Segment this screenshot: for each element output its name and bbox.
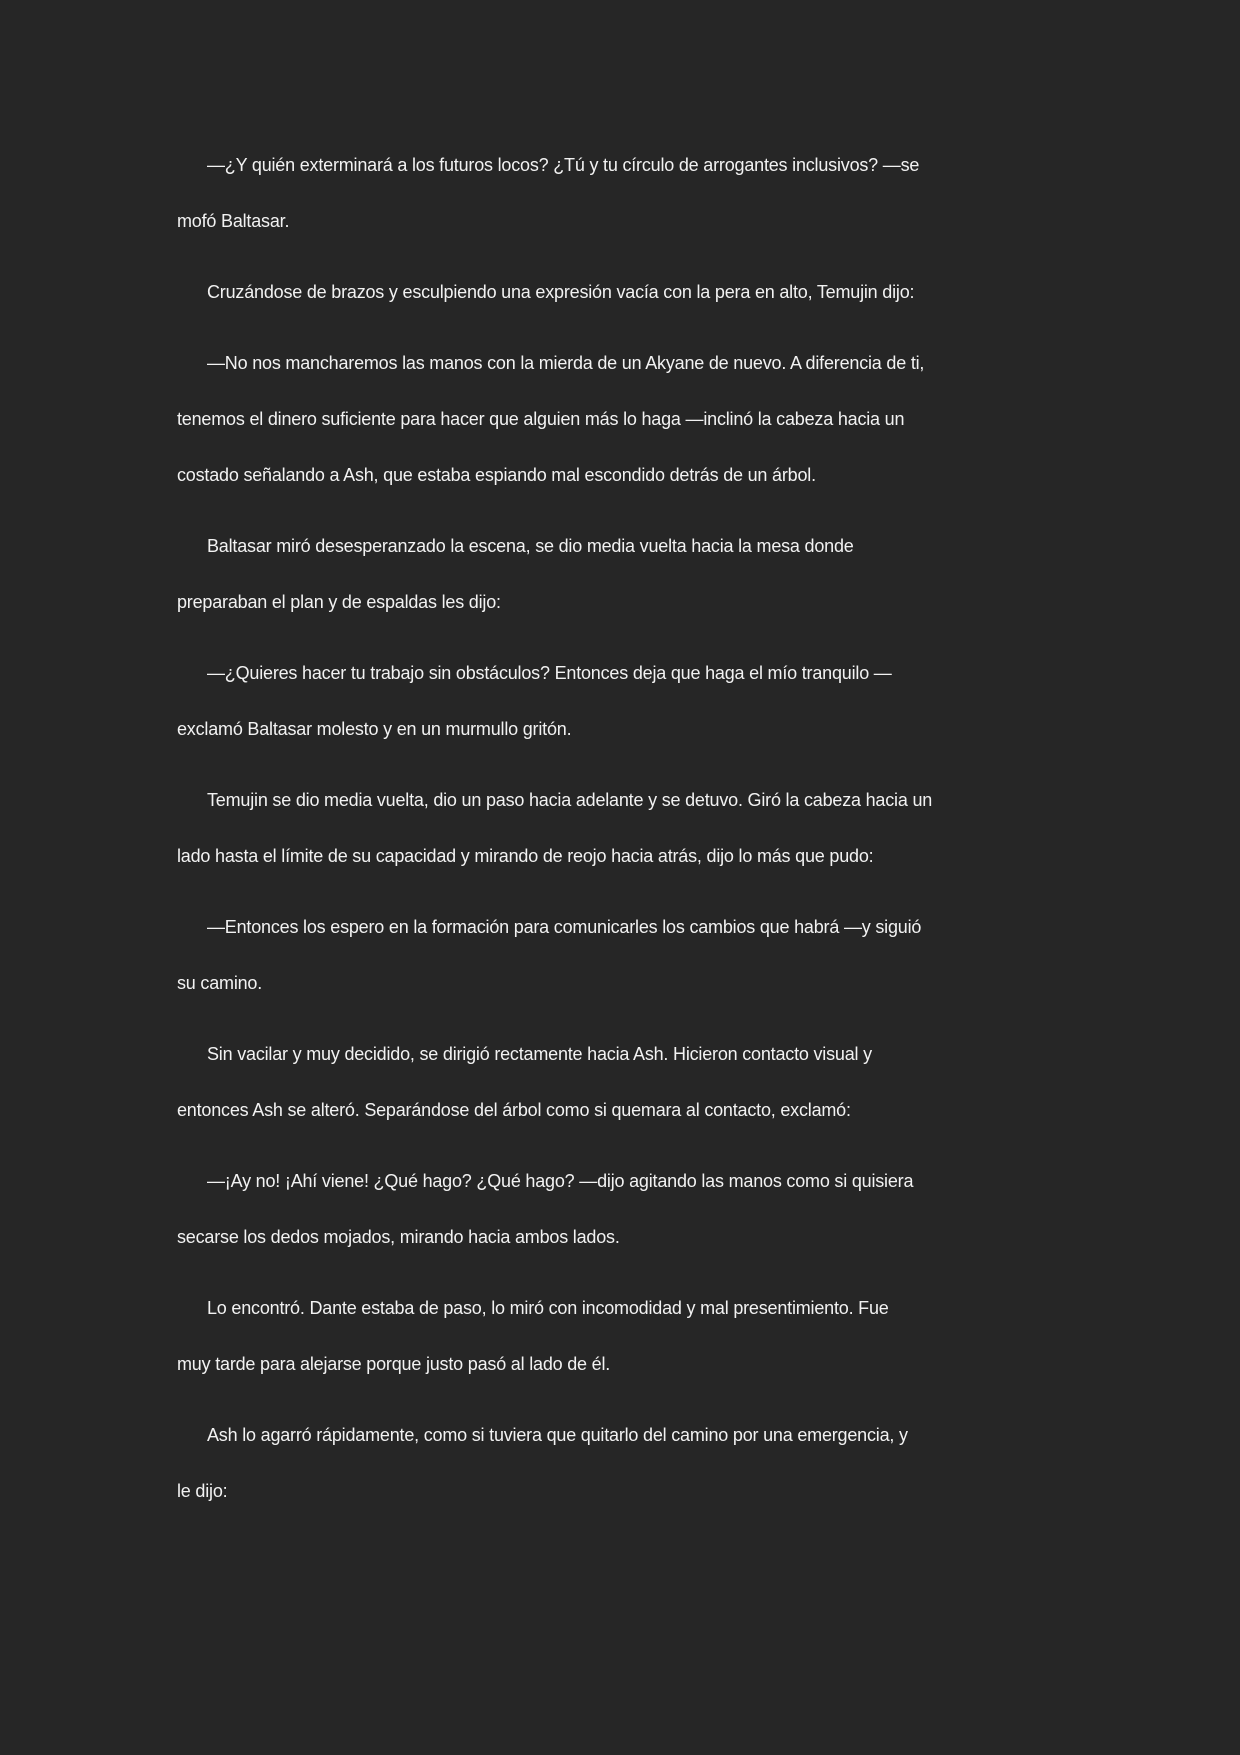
text-line: —¿Y quién exterminará a los futuros locos? ¿Tú y tu círculo de arrogantes inclusivos? —se [207,155,920,175]
text-line: secarse los dedos mojados, mirando hacia ambos lados. [177,1227,620,1247]
text-line: Sin vacilar y muy decidido, se dirigió rectamente hacia Ash. Hicieron contacto visual y [207,1044,872,1064]
text-line: exclamó Baltasar molesto y en un murmullo gritón. [177,719,572,739]
paragraph [177,772,1057,884]
document-page [177,137,1057,1534]
text-line: —¡Ay no! ¡Ahí viene! ¿Qué hago? ¿Qué hago? —dijo agitando las manos como si quisiera [207,1171,914,1191]
text-line: Temujin se dio media vuelta, dio un paso hacia adelante y se detuvo. Giró la cabeza hacia un [207,790,933,810]
paragraph [177,1280,1057,1392]
text-line: preparaban el plan y de espaldas les dijo: [177,592,501,612]
text-line: —Entonces los espero en la formación para comunicarles los cambios que habrá —y siguió [207,917,922,937]
paragraph [177,899,1057,1011]
text-line: entonces Ash se alteró. Separándose del árbol como si quemara al contacto, exclamó: [177,1100,851,1120]
paragraph [177,645,1057,757]
paragraph [177,264,1057,320]
paragraph [177,1407,1057,1519]
text-line: Ash lo agarró rápidamente, como si tuviera que quitarlo del camino por una emergencia, y [207,1425,908,1445]
text-line: —No nos mancharemos las manos con la mierda de un Akyane de nuevo. A diferencia de ti, [207,353,925,373]
paragraph [177,1026,1057,1138]
paragraph [177,335,1057,503]
paragraph [177,1153,1057,1265]
text-line: lado hasta el límite de su capacidad y mirando de reojo hacia atrás, dijo lo más que pudo: [177,846,874,866]
text-line: tenemos el dinero suficiente para hacer que alguien más lo haga —inclinó la cabeza hacia un [177,409,905,429]
text-line: su camino. [177,973,263,993]
paragraph [177,518,1057,630]
text-line: Cruzándose de brazos y esculpiendo una expresión vacía con la pera en alto, Temujin dijo: [207,282,915,302]
text-line: —¿Quieres hacer tu trabajo sin obstáculos? Entonces deja que haga el mío tranquilo — [207,663,892,683]
text-line: costado señalando a Ash, que estaba espiando mal escondido detrás de un árbol. [177,465,816,485]
text-line: le dijo: [177,1481,228,1501]
paragraph [177,137,1057,249]
text-line: Lo encontró. Dante estaba de paso, lo miró con incomodidad y mal presentimiento. Fue [207,1298,889,1318]
text-line: mofó Baltasar. [177,211,290,231]
text-line: Baltasar miró desesperanzado la escena, se dio media vuelta hacia la mesa donde [207,536,854,556]
text-line: muy tarde para alejarse porque justo pasó al lado de él. [177,1354,611,1374]
